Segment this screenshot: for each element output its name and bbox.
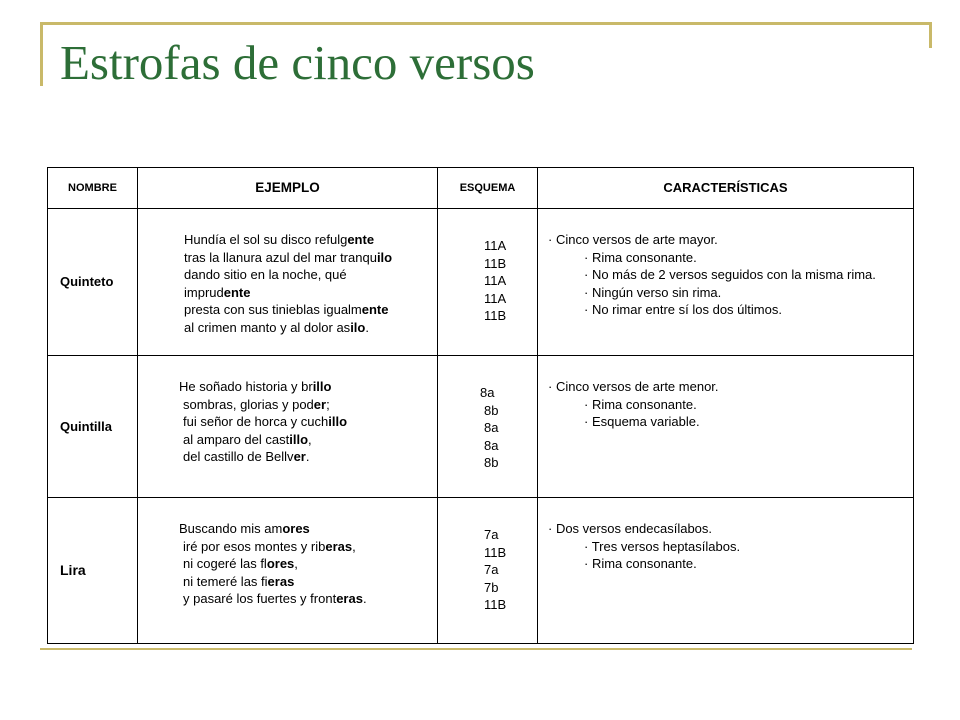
scheme-line: 7a [484,527,499,542]
table-row-quinteto [48,209,914,356]
example-verses [138,209,438,356]
verse-line: del castillo de Bellver. [183,449,310,464]
example-verses [138,498,438,644]
feature-item: · No rimar entre sí los dos últimos. [584,302,782,317]
header-caracteristicas: CARACTERÍSTICAS [538,168,914,209]
verse-line: Hundía el sol su disco refulgente [184,232,375,247]
scheme-line: 11B [484,597,507,612]
verse-line: al crimen manto y al dolor asilo. [184,319,369,335]
scheme-line: 11B [484,544,507,560]
verse-line: presta con sus tinieblas igualmente [184,302,389,317]
feature-item: · Esquema variable. [584,414,700,429]
scheme-line: 7b [484,579,499,595]
verse-line: dando sitio en la noche, qué [184,267,347,282]
feature-item: · Ningún verso sin rima. [584,284,722,300]
verse-line: iré por esos montes y riberas, [183,538,356,554]
characteristics [538,356,914,498]
stanza-table [47,167,914,644]
verse-line: al amparo del castillo, [183,431,312,447]
header-ejemplo: EJEMPLO [138,168,438,209]
feature-item: · Rima consonante. [584,249,697,265]
verse-line: ni cogeré las flores, [183,556,298,571]
table-row-lira [48,498,914,644]
verse-line: tras la llanura azul del mar tranquilo [184,249,393,265]
table-header-row [48,168,914,209]
feature-item: · Tres versos heptasílabos. [584,538,741,554]
scheme-line: 11A [484,273,507,288]
scheme-line: 8a [484,437,499,453]
slide-title: Estrofas de cinco versos [60,35,535,90]
header-nombre: NOMBRE [48,168,138,209]
table-row-quintilla [48,356,914,498]
verse-line: sombras, glorias y poder; [183,396,330,412]
stanza-name: Lira [48,498,138,644]
example-verses [138,356,438,498]
scheme-line: 11B [484,308,507,323]
feature-item: · No más de 2 versos seguidos con la misma rima. [584,267,876,282]
scheme-line: 11A [484,290,507,306]
feature-item: · Rima consonante. [584,396,697,412]
frame-left-rule [40,22,43,86]
stanza-name: Quintilla [48,356,138,498]
feature-item: · Dos versos endecasílabos. [548,521,713,536]
feature-item: · Cinco versos de arte mayor. [548,232,718,247]
frame-top-rule [40,22,932,25]
rhyme-scheme [438,498,538,644]
verse-line: y pasaré los fuertes y fronteras. [183,591,367,606]
characteristics [538,498,914,644]
rhyme-scheme [438,356,538,498]
feature-item: · Rima consonante. [584,556,697,571]
scheme-line: 8b [484,455,499,470]
header-esquema: ESQUEMA [438,168,538,209]
frame-bottom-rule [40,648,912,650]
scheme-line: 11B [484,255,507,271]
verse-line: Buscando mis amores [179,521,310,536]
rhyme-scheme [438,209,538,356]
verse-line: fui señor de horca y cuchillo [183,414,348,429]
scheme-line: 8a [480,385,495,400]
frame-right-rule [929,22,932,48]
verse-line: ni temeré las fieras [183,573,295,589]
scheme-line: 8b [484,402,499,418]
scheme-line: 11A [484,238,507,253]
scheme-line: 8a [484,420,499,435]
feature-item: · Cinco versos de arte menor. [548,379,719,394]
scheme-line: 7a [484,562,499,577]
stanza-name: Quinteto [48,209,138,356]
verse-line: imprudente [184,284,251,300]
characteristics [538,209,914,356]
verse-line: He soñado historia y brillo [179,379,332,394]
